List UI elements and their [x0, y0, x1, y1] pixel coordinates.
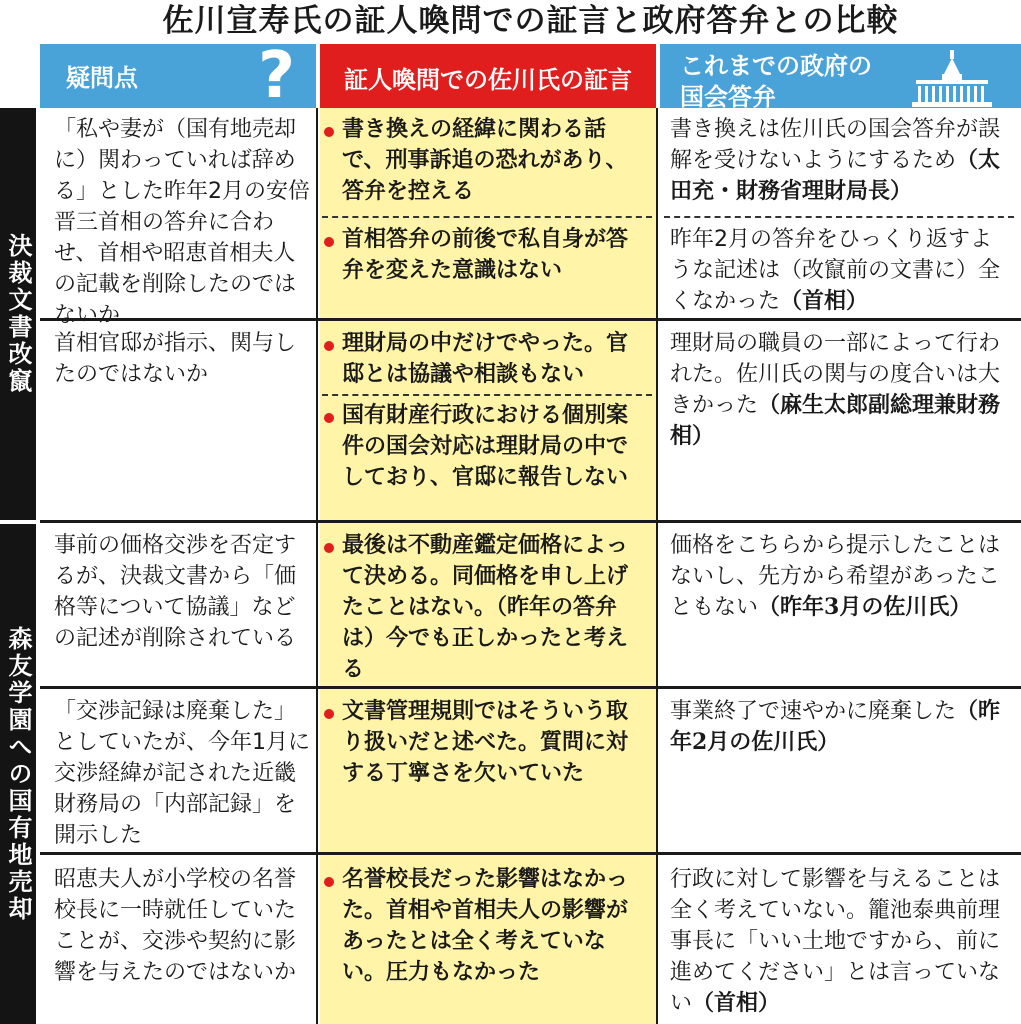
government-column-header — [660, 44, 1021, 108]
government-answer-text: 行政に対して影響を与えることは全く考えていない。籠池泰典前理事長に「いい土地ですから、前に進めてください」とは言っていない — [670, 867, 1001, 1016]
question-column-label: 疑問点 — [66, 64, 138, 92]
question-cell: 首相官邸が指示、関与したのではないか — [54, 331, 297, 387]
question-cell: 「私や妻が（国有地売却に）関わっていれば辞める」とした昨年2月の安倍晋三首相の答弁に合わせ、首相や昭恵首相夫人の記載を削除したのではないか — [54, 117, 310, 328]
government-answer — [670, 530, 1012, 623]
testimony-item — [322, 530, 648, 685]
bullet-icon — [324, 543, 334, 553]
testimony-item-divider — [322, 394, 652, 396]
speaker-attribution: （麻生太郎副総理兼財務相） — [670, 392, 1001, 449]
question-column-header — [40, 44, 316, 108]
testimony-text: 理財局の中だけでやった。官邸とは協議や相談もない — [342, 331, 629, 387]
row-divider — [40, 852, 1021, 855]
government-answer-text: 昨年2月の答弁をひっくり返すような記述は（改竄前の文書に）全くなかった — [670, 227, 1001, 314]
testimony-text: 最後は不動産鑑定価格によって決める。同価格を申し上げたことはない。（昨年の答弁は）今でも正しかったと考える — [342, 533, 629, 682]
government-answer-text: 価格をこちらから提示したことはないし、先方から希望があったこともない — [670, 533, 1001, 620]
government-answer-text: 事業終了で速やかに廃棄した — [670, 699, 957, 724]
testimony-item-divider — [322, 216, 652, 218]
testimony-column-header — [320, 44, 656, 108]
government-column-label-line1: これまでの政府の — [680, 52, 872, 80]
column-divider — [656, 108, 658, 1024]
section-label-document-falsification — [0, 108, 36, 520]
testimony-item — [322, 864, 648, 988]
government-item-divider — [664, 216, 1014, 218]
government-answer-text: 書き換えは佐川氏の国会答弁が誤解を受けないようにするため — [670, 117, 1001, 173]
testimony-item — [322, 400, 648, 493]
section-label-text: 森友学園への国有地売却 — [4, 625, 32, 923]
government-answer — [670, 328, 1012, 452]
question-cell: 「交渉記録は廃棄した」としていたが、今年1月に交渉経緯が記された近畿財務局の「内部記録」を開示した — [54, 699, 310, 848]
speaker-attribution: （昨年2月の佐川氏） — [670, 698, 1001, 755]
bullet-icon — [324, 237, 334, 247]
bullet-icon — [324, 413, 334, 423]
section-label-land-sale — [0, 524, 36, 1024]
government-answer-text: 理財局の職員の一部によって行われた。佐川氏の関与の度合いは大きかった — [670, 331, 1001, 418]
testimony-item — [322, 328, 648, 390]
government-answer — [670, 224, 1012, 317]
testimony-text: 名誉校長だった影響はなかった。首相や首相夫人の影響があったとは全く考えていない。圧力もなかった — [342, 867, 629, 985]
row-divider — [40, 686, 1021, 689]
section-label-text: 決裁文書改竄 — [4, 233, 32, 395]
testimony-text: 国有財産行政における個別案件の国会対応は理財局の中でしており、官邸に報告しない — [342, 403, 629, 490]
national-diet-building-icon — [906, 44, 1016, 108]
testimony-text: 文書管理規則ではそういう取り扱いだと述べた。質問に対する丁寧さを欠いていた — [342, 699, 629, 786]
speaker-attribution: （昨年3月の佐川氏） — [758, 594, 972, 620]
question-cell: 昭恵夫人が小学校の名誉校長に一時就任していたことが、交渉や契約に影響を与えたのではないか — [54, 867, 297, 985]
bullet-icon — [324, 709, 334, 719]
page-title: 佐川宣寿氏の証人喚問での証言と政府答弁との比較 — [162, 3, 899, 39]
government-answer — [670, 864, 1012, 1019]
testimony-item — [322, 696, 648, 789]
speaker-attribution: （首相） — [780, 288, 869, 314]
bullet-icon — [324, 877, 334, 887]
testimony-text: 首相答弁の前後で私自身が答弁を変えた意識はない — [342, 227, 629, 283]
column-divider — [316, 108, 318, 1024]
section-divider — [40, 520, 1021, 523]
testimony-item — [322, 224, 648, 286]
government-answer — [670, 696, 1012, 758]
question-cell: 事前の価格交渉を否定するが、決裁文書から「価格等について協議」などの記述が削除されている — [54, 533, 297, 651]
speaker-attribution: （首相） — [692, 990, 781, 1016]
question-mark-icon: ? — [258, 44, 296, 108]
testimony-item — [322, 114, 648, 207]
bullet-icon — [324, 341, 334, 351]
government-column-label-line2: 国会答弁 — [680, 83, 776, 108]
government-answer — [670, 114, 1012, 207]
bullet-icon — [324, 127, 334, 137]
speaker-attribution: （太田充・財務省理財局長） — [670, 147, 1001, 204]
testimony-text: 書き換えの経緯に関わる話で、刑事訴追の恐れがあり、答弁を控える — [342, 117, 628, 204]
testimony-column-label: 証人喚問での佐川氏の証言 — [344, 66, 632, 94]
